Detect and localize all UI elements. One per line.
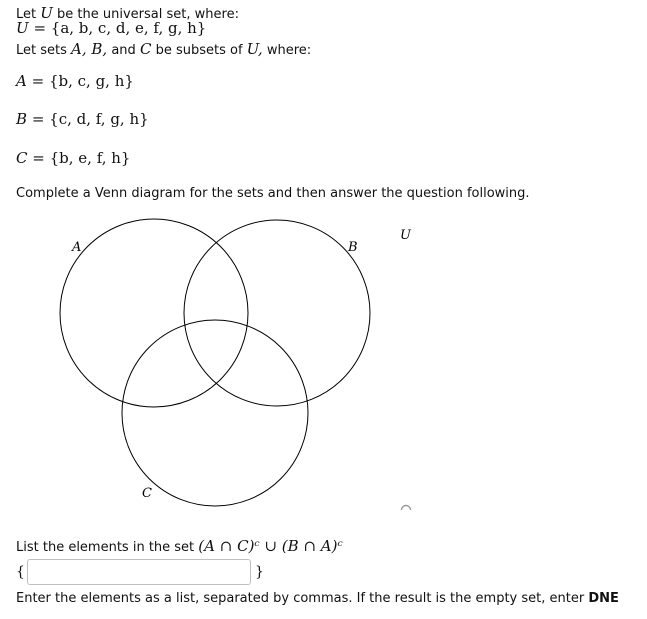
question-line: List the elements in the set (A ∩ C)ᶜ ∪ (B ∩ A)ᶜ: [16, 537, 343, 555]
set-c-definition: C = {b, e, f, h}: [16, 149, 131, 167]
venn-label-c: C: [142, 486, 152, 501]
venn-circle-b[interactable]: [184, 220, 370, 406]
venn-label-b: B: [348, 240, 358, 255]
venn-circle-a[interactable]: [60, 219, 248, 407]
venn-label-universal: U: [400, 228, 411, 243]
intro-line-1: Let U be the universal set, where:: [16, 4, 239, 22]
set-a-definition: A = {b, c, g, h}: [16, 72, 134, 90]
venn-circle-c[interactable]: [122, 320, 308, 506]
intro-line-3: Let sets A, B, and C be subsets of U, where:: [16, 40, 312, 58]
open-brace: {: [16, 564, 25, 580]
set-b-definition: B = {c, d, f, g, h}: [16, 110, 149, 128]
venn-diagram[interactable]: [0, 210, 647, 510]
answer-hint: Enter the elements as a list, separated by commas. If the result is the empty set, enter DNE: [16, 591, 619, 606]
magnifier-icon[interactable]: [399, 506, 411, 511]
set-expression: (A ∩ C)ᶜ ∪ (B ∩ A)ᶜ: [198, 537, 343, 555]
close-brace: }: [255, 564, 264, 580]
instruction-text: Complete a Venn diagram for the sets and then answer the question following.: [16, 186, 530, 201]
answer-input[interactable]: [27, 559, 251, 585]
universal-set-definition: U = {a, b, c, d, e, f, g, h}: [16, 19, 207, 37]
venn-label-a: A: [72, 240, 82, 255]
